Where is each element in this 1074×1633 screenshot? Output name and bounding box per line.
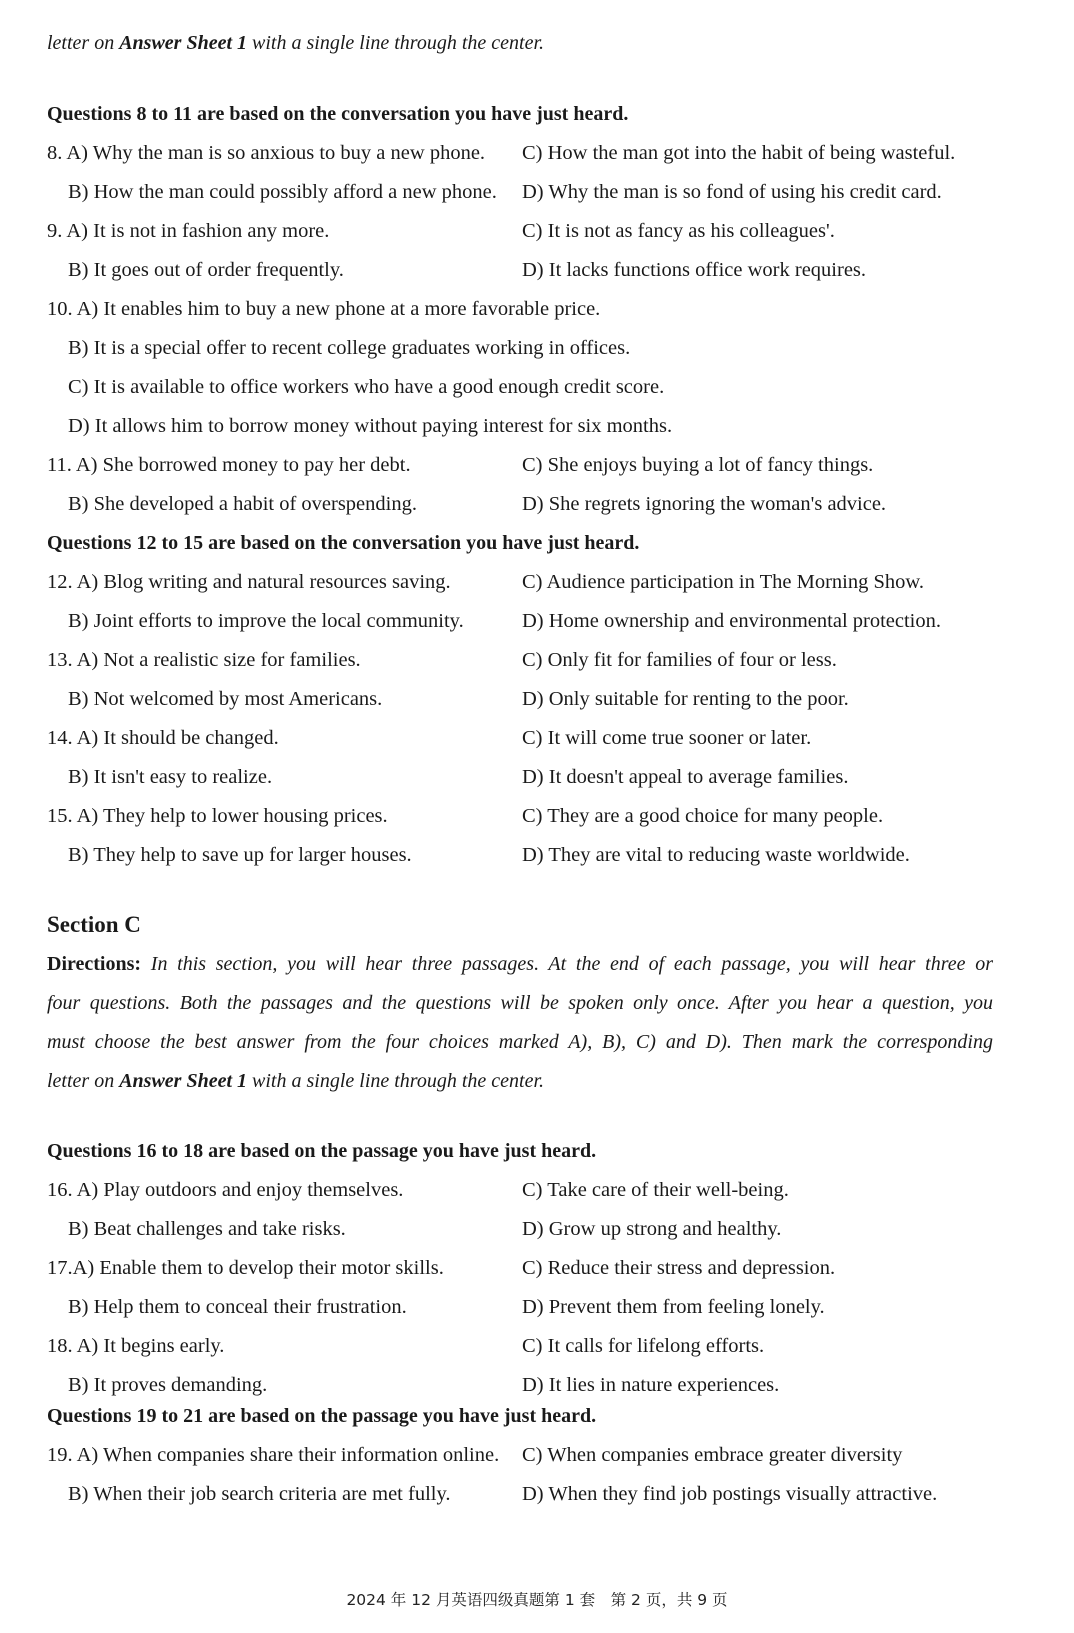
q18-option-b: B) It proves demanding.: [68, 1374, 268, 1396]
q11-option-d: D) She regrets ignoring the woman's advice.: [522, 493, 887, 515]
q13-option-d: D) Only suitable for renting to the poor.: [522, 688, 849, 710]
q15-option-c: C) They are a good choice for many people.: [522, 805, 884, 827]
q17-option-d: D) Prevent them from feeling lonely.: [522, 1296, 825, 1318]
q9-option-c: C) It is not as fancy as his colleagues'.: [522, 220, 835, 242]
directions-text: with a single line through the center.: [247, 32, 545, 54]
section-c-directions-line-4: [47, 1070, 544, 1093]
q13-option-a: 13. A) Not a realistic size for families.: [47, 649, 361, 671]
group-heading-19-21: Questions 19 to 21 are based on the passage you have just heard.: [47, 1405, 597, 1427]
q11-option-c: C) She enjoys buying a lot of fancy things.: [522, 454, 874, 476]
q16-option-c: C) Take care of their well-being.: [522, 1179, 789, 1201]
section-title: Section C: [47, 912, 141, 937]
q15-option-d: D) They are vital to reducing waste worldwide.: [522, 844, 910, 866]
q8-option-b: B) How the man could possibly afford a new phone.: [68, 181, 497, 203]
q19-option-d: D) When they find job postings visually attractive.: [522, 1483, 938, 1505]
q10-option-b: B) It is a special offer to recent college graduates working in offices.: [68, 337, 631, 359]
section-c-directions-line-2: four questions. Both the passages and the questions will be spoken only once. After you hear a question, you: [47, 992, 993, 1014]
q13-option-b: B) Not welcomed by most Americans.: [68, 688, 383, 710]
page-footer: 2024 年 12 月英语四级真题第 1 套 第 2 页，共 9 页: [346, 1591, 728, 1609]
q14-option-c: C) It will come true sooner or later.: [522, 727, 812, 749]
directions-text: In this section, you will hear three passages. At the end of each passage, you will hear three or: [150, 953, 994, 975]
q14-option-a: 14. A) It should be changed.: [47, 727, 279, 749]
section-c-directions-line-1: [47, 953, 993, 976]
q13-option-c: C) Only fit for families of four or less.: [522, 649, 837, 671]
q11-option-a: 11. A) She borrowed money to pay her debt.: [47, 454, 411, 476]
answer-sheet-emphasis: Answer Sheet 1: [119, 32, 248, 54]
q17-option-b: B) Help them to conceal their frustration.: [68, 1296, 407, 1318]
q17-option-c: C) Reduce their stress and depression.: [522, 1257, 836, 1279]
q8-option-a: 8. A) Why the man is so anxious to buy a new phone.: [47, 142, 486, 164]
q19-option-a: 19. A) When companies share their information online.: [47, 1444, 500, 1466]
q12-option-a: 12. A) Blog writing and natural resources saving.: [47, 571, 451, 593]
q19-option-b: B) When their job search criteria are met fully.: [68, 1483, 451, 1505]
q11-option-b: B) She developed a habit of overspending.: [68, 493, 417, 515]
q18-option-d: D) It lies in nature experiences.: [522, 1374, 780, 1396]
q18-option-c: C) It calls for lifelong efforts.: [522, 1335, 765, 1357]
q9-option-d: D) It lacks functions office work requires.: [522, 259, 867, 281]
q16-option-b: B) Beat challenges and take risks.: [68, 1218, 346, 1240]
q12-option-d: D) Home ownership and environmental protection.: [522, 610, 941, 632]
directions-text: letter on: [47, 1070, 120, 1092]
q9-option-a: 9. A) It is not in fashion any more.: [47, 220, 330, 242]
section-c-directions-line-3: must choose the best answer from the four choices marked A), B), C) and D). Then mark the corresponding: [47, 1031, 993, 1053]
q8-option-c: C) How the man got into the habit of being wasteful.: [522, 142, 956, 164]
group-heading-8-11: Questions 8 to 11 are based on the conversation you have just heard.: [47, 103, 629, 125]
q14-option-d: D) It doesn't appeal to average families.: [522, 766, 849, 788]
q17-option-a: 17.A) Enable them to develop their motor skills.: [47, 1257, 444, 1279]
q10-option-a: 10. A) It enables him to buy a new phone at a more favorable price.: [47, 298, 601, 320]
q15-option-a: 15. A) They help to lower housing prices.: [47, 805, 388, 827]
group-heading-16-18: Questions 16 to 18 are based on the passage you have just heard.: [47, 1140, 597, 1162]
answer-sheet-emphasis: Answer Sheet 1: [119, 1070, 248, 1092]
q19-option-c: C) When companies embrace greater diversity: [522, 1444, 903, 1466]
q14-option-b: B) It isn't easy to realize.: [68, 766, 273, 788]
q10-option-c: C) It is available to office workers who have a good enough credit score.: [68, 376, 665, 398]
directions-text: with a single line through the center.: [247, 1070, 545, 1092]
q16-option-a: 16. A) Play outdoors and enjoy themselves.: [47, 1179, 404, 1201]
directions-label: Directions:: [47, 953, 142, 975]
group-heading-12-15: Questions 12 to 15 are based on the conversation you have just heard.: [47, 532, 640, 554]
q18-option-a: 18. A) It begins early.: [47, 1335, 225, 1357]
q16-option-d: D) Grow up strong and healthy.: [522, 1218, 782, 1240]
directions-text: letter on: [47, 32, 120, 54]
q12-option-b: B) Joint efforts to improve the local community.: [68, 610, 464, 632]
q8-option-d: D) Why the man is so fond of using his credit card.: [522, 181, 942, 203]
directions-tail: [47, 32, 544, 55]
q10-option-d: D) It allows him to borrow money without paying interest for six months.: [68, 415, 673, 437]
q15-option-b: B) They help to save up for larger houses.: [68, 844, 412, 866]
q12-option-c: C) Audience participation in The Morning Show.: [522, 571, 924, 593]
q9-option-b: B) It goes out of order frequently.: [68, 259, 344, 281]
